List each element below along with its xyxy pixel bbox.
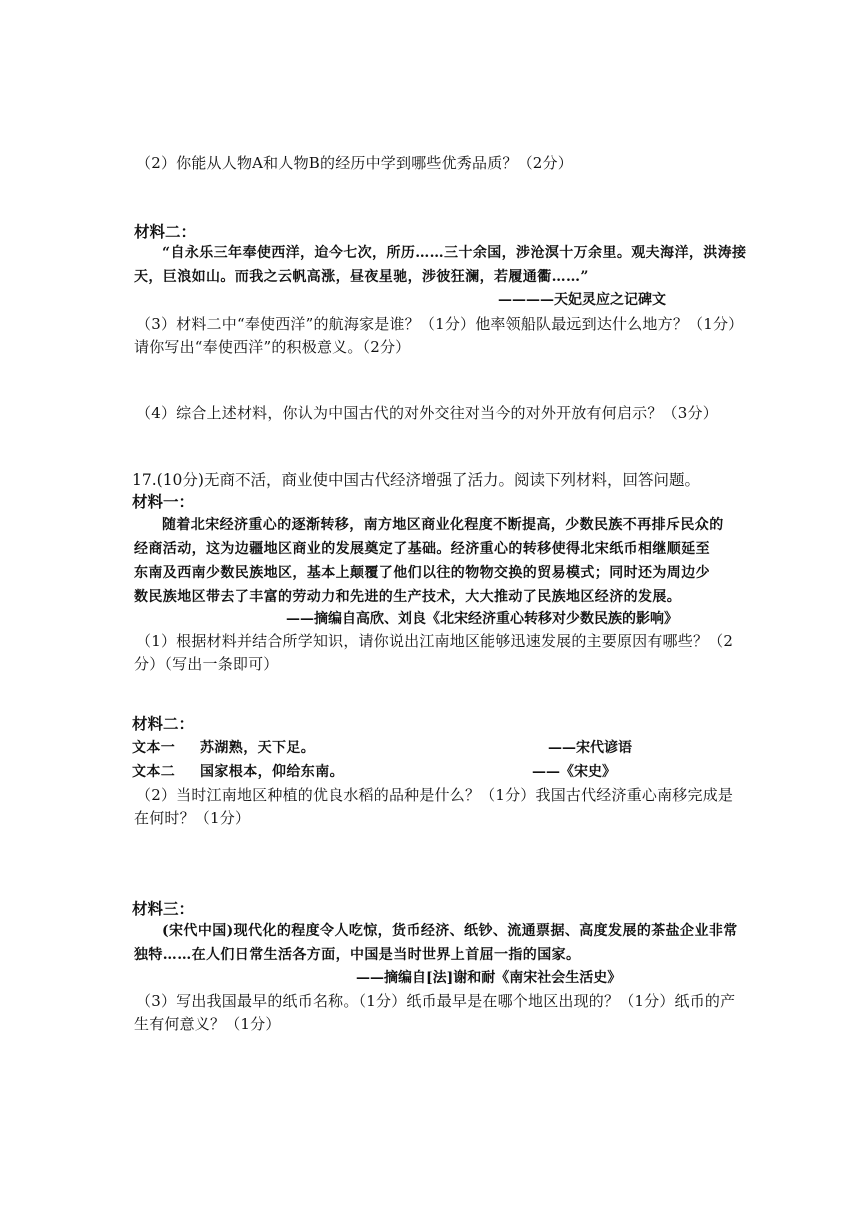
- material-1-label: 材料一：: [132, 492, 195, 511]
- material-1-line-4: 数民族地区带去了丰富的劳动力和先进的生产技术，大大推动了民族地区经济的发展。: [134, 589, 682, 605]
- text-1-content: 苏湖熟，天下足。: [200, 740, 316, 756]
- material-1-line-1: 随着北宋经济重心的逐渐转移，南方地区商业化程度不断提高，少数民族不再排斥民众的: [162, 517, 724, 533]
- text-1-label: 文本一: [132, 740, 176, 756]
- text-2-content: 国家根本，仰给东南。: [200, 764, 344, 780]
- question-17-3-line-1: （3）写出我国最早的纸币名称。（1分）纸币最早是在哪个地区出现的？（1分）纸币的产: [136, 992, 736, 1010]
- material-1-source: ——摘编自高欣、刘良《北宋经济重心转移对少数民族的影响》: [286, 611, 678, 627]
- material-3-label: 材料三：: [132, 899, 195, 918]
- question-17-2-line-1: （2）当时江南地区种植的优良水稻的品种是什么？（1分）我国古代经济重心南移完成是: [136, 786, 734, 804]
- text-2-source: ——《宋史》: [532, 764, 616, 780]
- material-2-quote-line-1: “自永乐三年奉使西洋，迨今七次，所历……三十余国，涉沧溟十万余里。观夫海洋，洪涛接: [162, 245, 747, 261]
- material-2-source: ————天妃灵应之记碑文: [498, 292, 666, 308]
- material-3-source: ——摘编自[法]谢和耐《南宋社会生活史》: [356, 970, 622, 986]
- question-17-1-line-2: 分）（写出一条即可）: [134, 655, 279, 673]
- question-17-heading: 17.(10分)无商不活，商业使中国古代经济增强了活力。阅读下列材料，回答问题。: [132, 471, 700, 489]
- question-3-line-2: 请你写出“奉使西洋”的积极意义。（2分）: [134, 338, 411, 356]
- material-3-line-2: 独特……在人们日常生活各方面，中国是当时世界上首屈一指的国家。: [134, 947, 581, 963]
- question-4-text: （4）综合上述材料，你认为中国古代的对外交往对当今的对外开放有何启示？（3分）: [136, 404, 718, 422]
- text-2-label: 文本二: [132, 764, 176, 780]
- question-3-line-1: （3）材料二中“奉使西洋”的航海家是谁？（1分）他率领船队最远到达什么地方？（1分）: [136, 315, 744, 333]
- text-1-source: ——宋代谚语: [548, 740, 632, 756]
- material-2-quote-line-2: 天，巨浪如山。而我之云帆高涨，昼夜星驰，涉彼狂澜，若履通衢……”: [134, 269, 589, 285]
- material-3-line-1: (宋代中国)现代化的程度令人吃惊，货币经济、纸钞、流通票据、高度发展的茶盐企业非常: [162, 923, 738, 939]
- material-1-line-3: 东南及西南少数民族地区，基本上颠覆了他们以往的物物交换的贸易模式；同时还为周边少: [134, 565, 710, 581]
- question-2-text: （2）你能从人物A和人物B的经历中学到哪些优秀品质？（2分）: [136, 154, 573, 172]
- material-2b-label: 材料二：: [132, 714, 195, 733]
- question-17-3-line-2: 生有何意义？（1分）: [134, 1015, 281, 1033]
- material-2-label: 材料二：: [134, 222, 197, 241]
- question-17-2-line-2: 在何时？（1分）: [134, 809, 251, 827]
- question-17-1-line-1: （1）根据材料并结合所学知识，请你说出江南地区能够迅速发展的主要原因有哪些？（2: [136, 632, 734, 650]
- material-1-line-2: 经商活动，这为边疆地区商业的发展奠定了基础。经济重心的转移使得北宋纸币相继顺延至: [134, 541, 710, 557]
